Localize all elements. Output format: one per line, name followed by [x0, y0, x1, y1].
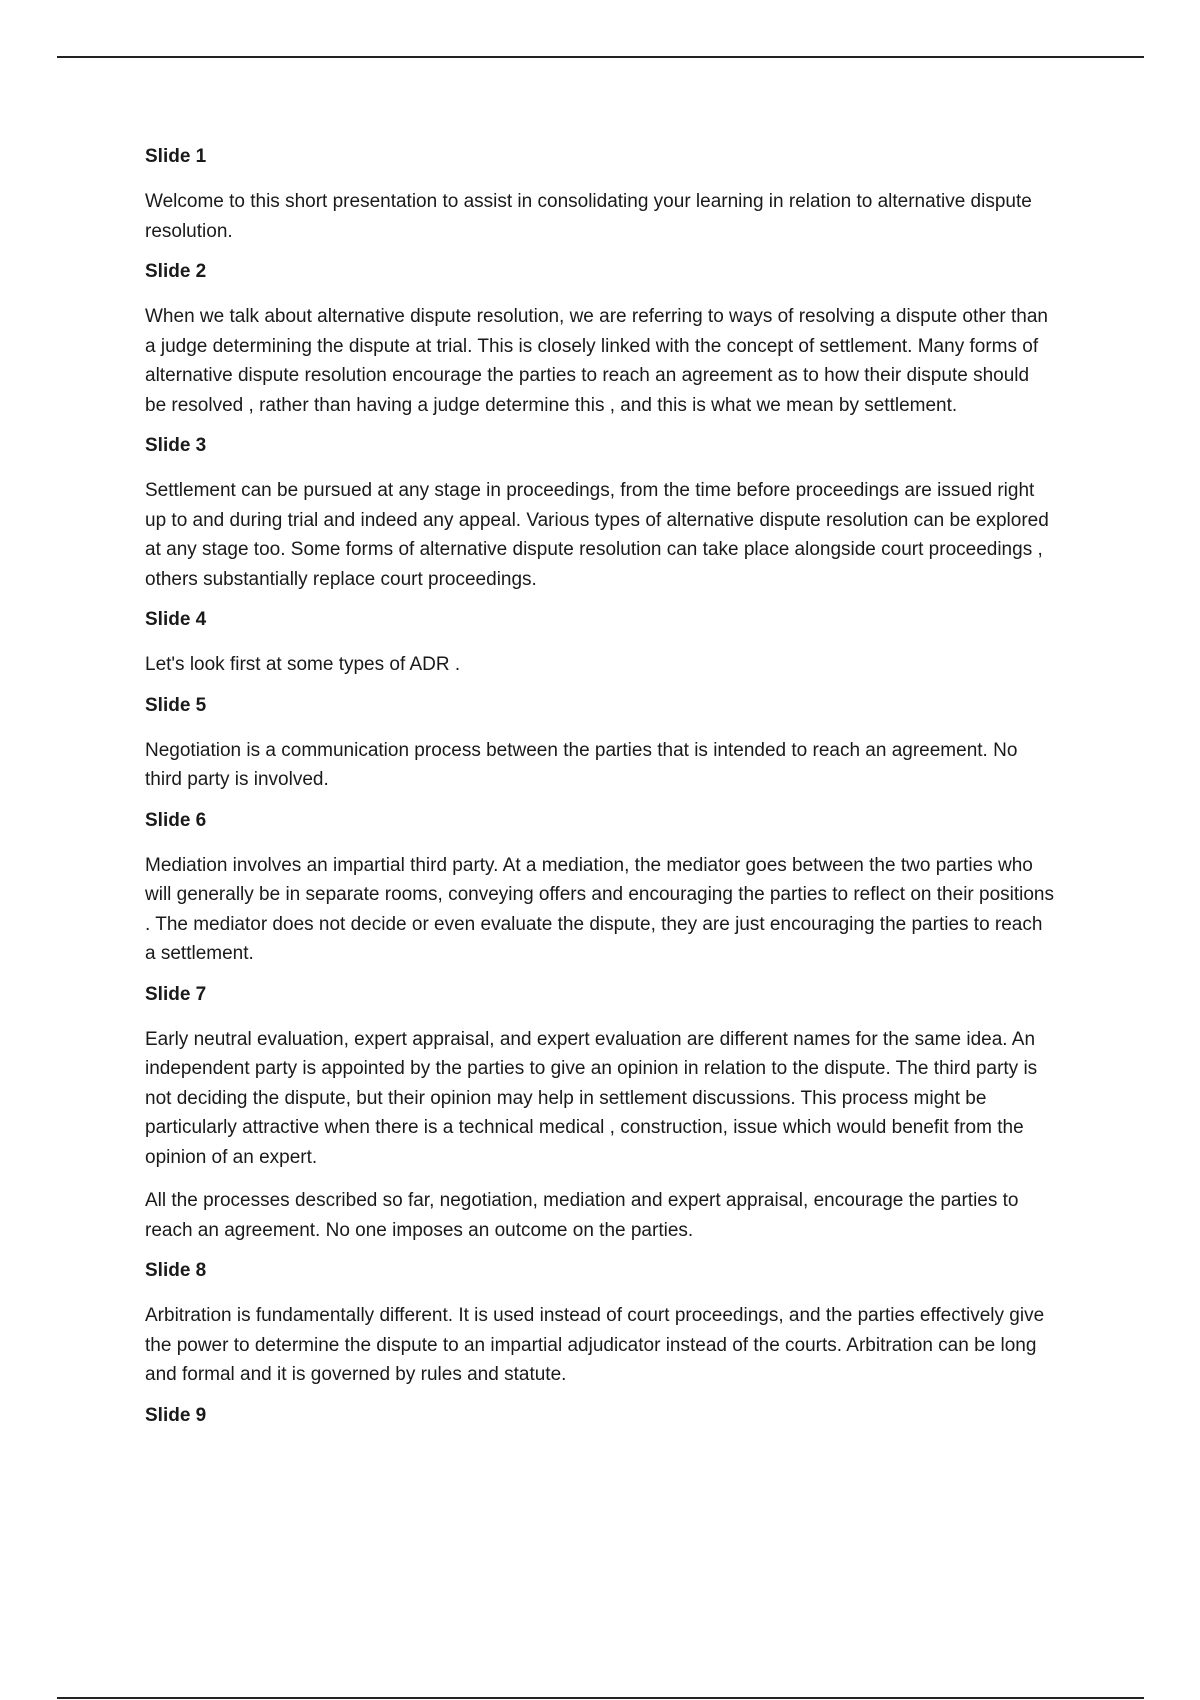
slide-section: [145, 1259, 1055, 1390]
slide-paragraph: Settlement can be pursued at any stage in proceedings, from the time before proceedings are issued right up to and during trial and indeed any appeal. Various types of alternative dispute resolution can be explored at any stage too. Some forms of alternative dispute resolution can take place alongside court proceedings , others substantially replace court proceedings.: [145, 480, 1049, 590]
bottom-rule: [57, 1697, 1144, 1699]
document-body: [145, 145, 1055, 1446]
slide-paragraph: Early neutral evaluation, expert appraisal, and expert evaluation are different names for the same idea. An independent party is appointed by the parties to give an opinion in relation to the dispute. The third party is not deciding the dispute, but their opinion may help in settlement discussions. This process might be particularly attractive when there is a technical medical , construction, issue which would benefit from the opinion of an expert.: [145, 1028, 1038, 1168]
slide-section: [145, 260, 1055, 420]
slide-heading: Slide 9: [145, 1404, 207, 1426]
slide-heading: Slide 5: [145, 694, 207, 716]
slide-heading: Slide 4: [145, 609, 207, 630]
slide-heading: Slide 7: [145, 983, 207, 1005]
slide-paragraph: Let's look first at some types of ADR .: [145, 654, 461, 675]
slide-section: [145, 694, 1055, 795]
slide-heading: Slide 6: [145, 809, 207, 831]
slide-heading: Slide 2: [145, 261, 207, 282]
slide-section: [145, 1404, 1055, 1428]
slide-paragraph: Mediation involves an impartial third party. At a mediation, the mediator goes between the two parties who will generally be in separate rooms, conveying offers and encouraging the parties to reflect on their positions . The mediator does not decide or even evaluate the dispute, they are just encouraging the parties to reach a settlement.: [145, 854, 1055, 964]
slide-paragraph: Negotiation is a communication process between the parties that is intended to reach an agreement. No third party is involved.: [145, 739, 1018, 790]
slide-paragraph: Welcome to this short presentation to assist in consolidating your learning in relation to alternative dispute resolution.: [145, 191, 1032, 242]
slide-section: [145, 145, 1055, 246]
top-rule: [57, 56, 1144, 58]
slide-section: [145, 434, 1055, 594]
slide-paragraph: Arbitration is fundamentally different. It is used instead of court proceedings, and the parties effectively give the power to determine the dispute to an impartial adjudicator instead of the courts. Arbitration can be long and formal and it is governed by rules and statute.: [145, 1305, 1045, 1385]
slide-section: [145, 608, 1055, 680]
slide-heading: Slide 8: [145, 1260, 207, 1281]
slide-heading: Slide 1: [145, 146, 207, 167]
slide-heading: Slide 3: [145, 435, 207, 456]
slide-paragraph: All the processes described so far, negotiation, mediation and expert appraisal, encourage the parties to reach an agreement. No one imposes an outcome on the parties.: [145, 1190, 1019, 1241]
slide-paragraph: When we talk about alternative dispute resolution, we are referring to ways of resolving a dispute other than a judge determining the dispute at trial. This is closely linked with the concept of settlement. Many forms of alternative dispute resolution encourage the parties to reach an agreement as to how their dispute should be resolved , rather than having a judge determine this , and this is what we mean by settlement.: [145, 306, 1049, 416]
slide-section: [145, 809, 1055, 969]
slide-section: [145, 983, 1055, 1246]
